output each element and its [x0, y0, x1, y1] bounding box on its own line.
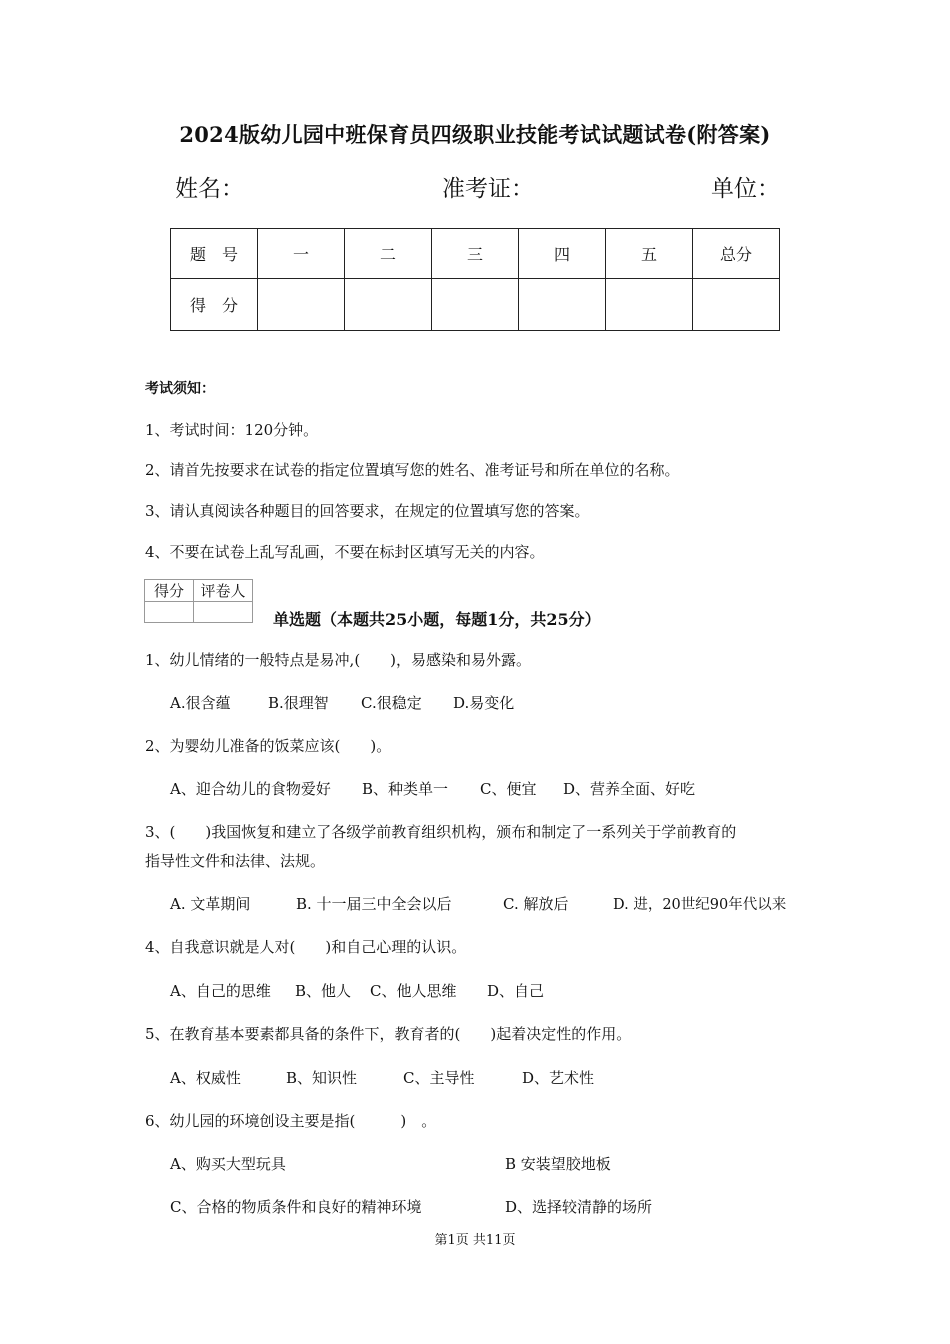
section-title: 单选题（本题共25小题，每题1分，共25分）: [273, 610, 601, 629]
score-table-header-cell: 三: [432, 229, 519, 279]
score-row-label: 得 分: [171, 279, 258, 331]
score-table-header-cell: 五: [606, 229, 693, 279]
score-table-header-cell: 一: [258, 229, 345, 279]
grader-box-score-cell[interactable]: [145, 602, 194, 623]
question-stem: 6、幼儿园的环境创设主要是指( ) 。: [145, 1112, 437, 1130]
question-stem: 1、幼儿情绪的一般特点是易冲,( )，易感染和易外露。: [145, 651, 532, 669]
question-option: A、购买大型玩具: [170, 1155, 286, 1173]
score-table: [170, 228, 780, 331]
question-option: D、营养全面、好吃: [563, 780, 696, 798]
question-stem: 5、在教育基本要素都具备的条件下，教育者的( )起着决定性的作用。: [145, 1025, 632, 1043]
question-option: D、选择较清静的场所: [505, 1198, 653, 1216]
question-option: C. 解放后: [503, 895, 569, 913]
question-option: B. 十一届三中全会以后: [296, 895, 452, 913]
question-option: B、他人: [295, 982, 352, 1000]
score-table-header-row: [171, 229, 780, 279]
name-field-label: 姓名：: [175, 176, 244, 202]
score-cell[interactable]: [345, 279, 432, 331]
question-option: C、合格的物质条件和良好的精神环境: [170, 1198, 422, 1216]
score-table-header-cell: 题 号: [171, 229, 258, 279]
score-table-header-cell: 四: [519, 229, 606, 279]
notice-item: 4、不要在试卷上乱写乱画，不要在标封区填写无关的内容。: [145, 543, 545, 561]
notice-item: 2、请首先按要求在试卷的指定位置填写您的姓名、准考证号和所在单位的名称。: [145, 461, 680, 479]
question-option: D、艺术性: [522, 1069, 595, 1087]
score-cell[interactable]: [519, 279, 606, 331]
grader-box-score-label: 得分: [145, 580, 194, 602]
score-table-score-row: [171, 279, 780, 331]
question-option: C、主导性: [403, 1069, 475, 1087]
question-option: B.很理智: [268, 694, 329, 712]
grader-box: [144, 579, 253, 623]
question-option: D.易变化: [453, 694, 515, 712]
score-cell[interactable]: [258, 279, 345, 331]
question-option: A、自己的思维: [170, 982, 271, 1000]
document-title: 2024版幼儿园中班保育员四级职业技能考试试题试卷(附答案): [179, 122, 771, 147]
question-option: C.很稳定: [361, 694, 422, 712]
score-table-header-cell: 二: [345, 229, 432, 279]
score-cell[interactable]: [606, 279, 693, 331]
notice-item: 3、请认真阅读各种题目的回答要求，在规定的位置填写您的答案。: [145, 502, 590, 520]
grader-box-grader-label: 评卷人: [194, 580, 253, 602]
unit-field-label: 单位：: [711, 176, 780, 202]
question-option: A、迎合幼儿的食物爱好: [170, 780, 331, 798]
grader-box-grader-cell[interactable]: [194, 602, 253, 623]
question-option: B、种类单一: [362, 780, 449, 798]
question-option: D、自己: [487, 982, 545, 1000]
notice-title: 考试须知：: [145, 381, 215, 397]
question-stem-continued: 指导性文件和法律、法规。: [145, 852, 326, 870]
question-option: B 安装望胶地板: [505, 1155, 611, 1173]
exam-id-field-label: 准考证：: [442, 176, 534, 202]
score-cell[interactable]: [432, 279, 519, 331]
score-cell[interactable]: [693, 279, 780, 331]
question-stem: 3、( )我国恢复和建立了各级学前教育组织机构，颁布和制定了一系列关于学前教育的: [145, 823, 737, 841]
notice-item: 1、考试时间：120分钟。: [145, 421, 319, 439]
question-stem: 2、为婴幼儿准备的饭菜应该( )。: [145, 737, 392, 755]
question-option: B、知识性: [286, 1069, 358, 1087]
question-option: A.很含蕴: [170, 694, 231, 712]
question-option: C、他人思维: [370, 982, 457, 1000]
question-option: C、便宜: [480, 780, 537, 798]
question-option: D. 进，20世纪90年代以来: [613, 897, 787, 913]
question-option: A、权威性: [170, 1069, 241, 1087]
question-stem: 4、自我意识就是人对( )和自己心理的认识。: [145, 938, 467, 956]
score-table-header-cell: 总分: [693, 229, 780, 279]
question-option: A. 文革期间: [170, 895, 251, 913]
page-footer: 第1页 共11页: [434, 1233, 516, 1248]
